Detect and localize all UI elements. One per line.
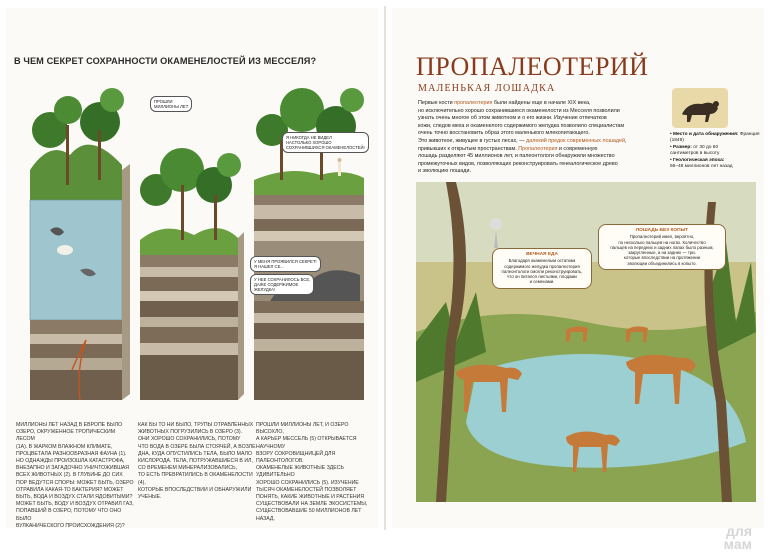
intro-paragraph xyxy=(418,100,662,176)
bubble-scientist-quote: Я НИКОГДА НЕ ВИДЕЛ НАСТОЛЬКО ХОРОШО СОХРАНИВШИХСЯ ОКАМЕНЕЛОСТЕЙ! xyxy=(282,132,369,153)
strata-illustration-3 xyxy=(250,70,370,420)
intro-text-segment: и современную лошадь разделяют 45 миллионов лет, и палеонтологи обнаружили множество промежуточных видов, позволяющих реконструировать генеалогическое древо и эволюцию лошади. xyxy=(418,145,618,175)
fact-epoch: • Геологическая эпоха: 56–48 миллионов лет назад xyxy=(670,157,733,170)
strata-illustration-2 xyxy=(134,70,246,420)
watermark-logo: для мам xyxy=(723,523,752,552)
right-page xyxy=(392,8,764,528)
intro-text-segment: Первые кости xyxy=(418,100,455,106)
callout-no-hooves: ЛОШАДЬ БЕЗ КОПЫТ Пропалеотерий имел, вероятно, по несколько пальцев на ногах. Количество пальцев на передних и задних лапах было разным, закругленные, а на задних — три. которые впоследствии на протяжении эволюции объединились в копыто. xyxy=(598,224,726,270)
fossil-icon xyxy=(672,88,728,128)
highlight-term: пропалеотерия xyxy=(454,100,493,106)
caption-3: ПРОШЛИ МИЛЛИОНЫ ЛЕТ, И ОЗЕРО ВЫСОХЛО, А КАРЬЕР МЕССЕЛЬ (5) ОТКРЫВАЕТСЯ НАУЧНОМУ ВЗОРУ СОКРОВИЩНИЦЕЙ ДЛЯ ПАЛЕОНТОЛОГОВ. ОКАМЕНЕЛЫЕ ЖИВОТНЫЕ ЗДЕСЬ УДИВИТЕЛЬНО ХОРОШО СОХРАНИЛИСЬ (5). ИЗУЧЕНИЕ ТЫСЯЧ ОКАМЕНЕЛОСТЕЙ ПОЗВОЛЯЕТ ПОНЯТЬ, КАКИЕ ЖИВОТНЫЕ И РАСТЕНИЯ СУЩЕСТВОВАЛИ НА ЗЕМЛЕ ЭКОСИСТЕМЫ, СУЩЕСТВОВАВШИЕ 50 МИЛЛИОНОВ ЛЕТ НАЗАД. xyxy=(256,422,368,522)
bubble-millions-years: ПРОШЛИ МИЛЛИОНЫ ЛЕТ xyxy=(150,96,192,112)
page-subtitle: МАЛЕНЬКАЯ ЛОШАДКА xyxy=(418,83,556,94)
facts-panel xyxy=(670,132,760,170)
highlight-term: далекий предок современных лошадей xyxy=(526,137,626,144)
caption-1: МИЛЛИОНЫ ЛЕТ НАЗАД В ЕВРОПЕ БЫЛО ОЗЕРО, ОКРУЖЕННОЕ ТРОПИЧЕСКИМ ЛЕСОМ (1А). В ЖАРКОМ ВЛАЖНОМ КЛИМАТЕ, ПРОЦВЕТАЛА РАЗНООБРАЗНАЯ ФАУНА (1). НО ОДНАЖДЫ ПРОИЗОШЛА КАТАСТРОФА, ВНЕЗАПНО И ЗАГАДОЧНО УНИЧТОЖИВШАЯ ВСЕХ ЖИВОТНЫХ (2). В ГЛУБИНЕ ДО СИХ ПОР ВЕДУТСЯ СПОРЫ: МОЖЕТ БЫТЬ, ОЗЕРО ОТРАВИЛА КАКАЯ-ТО БАКТЕРИЯ? МОЖЕТ БЫТЬ, ВОДА И ВОЗДУХ СТАЛИ ЯДОВИТЫМИ? МОЖЕТ БЫТЬ, ВОДУ И ВОЗДУХ ОТРАВИЛ ГАЗ, ПОПАВШИЙ В ОЗЕРО, ПОТОМУ ЧТО ОНО БЫЛО ВУЛКАНИЧЕСКОГО ПРОИСХОЖДЕНИЯ (2)? xyxy=(16,422,134,529)
highlight-term: Пропалеотерия xyxy=(518,145,558,152)
left-page xyxy=(6,8,378,528)
intro-text-segment: были найдены еще в начале XIX века, но исключительно хорошо сохранившиеся окаменелости из Месселя позволили узнать очень многое об этом животном и о его жизни. Изучение отпечатков кожи, следов меха и окаменелого содержимого желудка позволило специалистам очень точно восстановить образ этого маленького млекопитающего. Это животное, живущее в густых лесах, — xyxy=(418,100,625,144)
callout-eternal-food: ВЕЧНАЯ ЕДА Благодаря окаменелым остаткам содержимого желудка пропалеотерия палеонтологи смогли реконструировать, что он питался листьями, плодами и семенами. xyxy=(492,248,592,289)
book-spine xyxy=(384,6,386,530)
fact-size: • Размер: от 30 до 60 сантиметров в высоту xyxy=(670,144,720,157)
page-title: ПРОПАЛЕОТЕРИЙ xyxy=(416,52,649,81)
left-page-title: В ЧЕМ СЕКРЕТ СОХРАННОСТИ ОКАМЕНЕЛОСТЕЙ ИЗ МЕССЕЛЯ? xyxy=(14,56,317,66)
bubble-secret: У МЕНЯ ПРОЯВИЛСЯ СЕКРЕТ! Я НАШЕЛ СЕ... xyxy=(250,256,321,272)
intro-text-segment: , привыкших к открытым пространствам. xyxy=(418,137,627,152)
bubble-stomach: У НЕЕ СОХРАНИЛОСЬ ВСЕ, ДАЖЕ СОДЕРЖИМОЕ ЖЕЛУДКА! xyxy=(250,274,314,295)
fact-location: • Место и дата обнаружения: Франция (1849) xyxy=(670,132,761,144)
caption-2: КАК БЫ ТО НИ БЫЛО, ТРУПЫ ОТРАВЛЕННЫХ ЖИВОТНЫХ ПОГРУЗИЛИСЬ В ОЗЕРО (3). ОНИ ХОРОШО СОХРАНИЛИСЬ, ПОТОМУ ЧТО ВОДА В ОЗЕРЕ БЫЛА СТОЯЧЕЙ, А ВОЗЛЕ ДНА, КУДА ОПУСТИЛИСЬ ТЕЛА, БЫЛО МАЛО КИСЛОРОДА. ТЕЛА, ПОТРУЖАВШИЕСЯ В ИЛ, СО ВРЕМЕНЕМ МИНЕРАЛИЗОВАЛИСЬ, ТО ЕСТЬ ПРЕВРАТИЛИСЬ В ОКАМЕНЕЛОСТИ (4), КОТОРЫЕ ВПОСЛЕДСТВИИ И ОБНАРУЖИЛИ УЧЕНЫЕ. xyxy=(138,422,256,501)
strata-illustration-1 xyxy=(20,70,132,420)
